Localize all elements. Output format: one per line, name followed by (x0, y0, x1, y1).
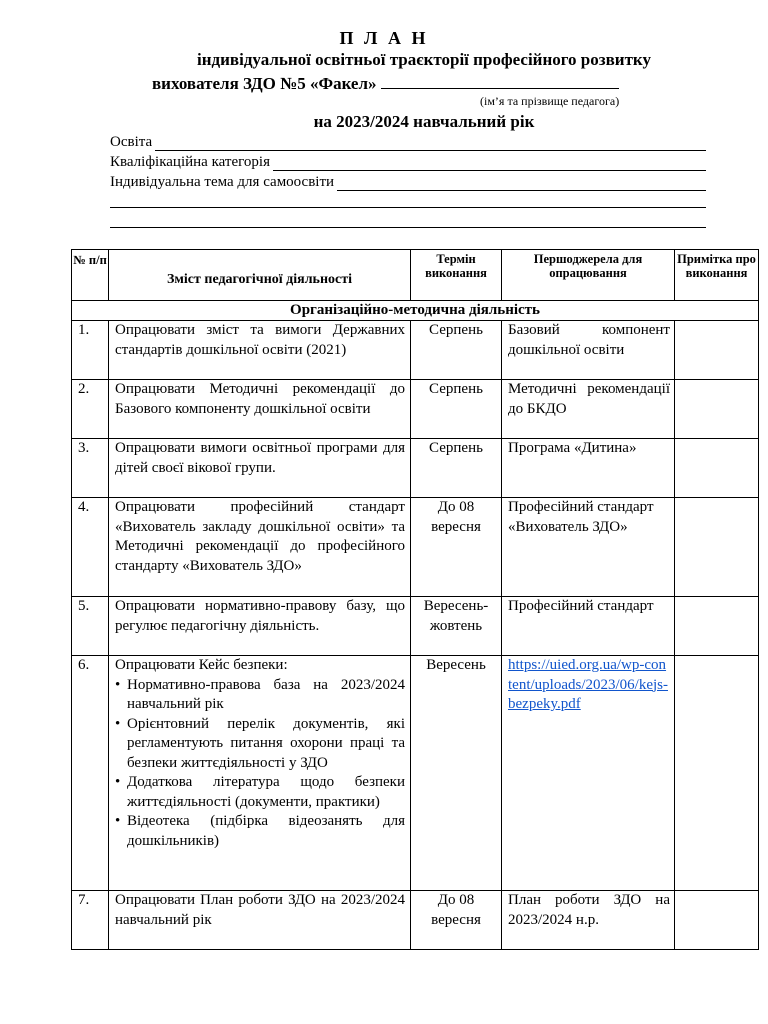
col-note-header: Примітка про виконання (675, 250, 759, 301)
row-term: Серпень (411, 321, 502, 380)
row-note (675, 380, 759, 439)
table-row (72, 439, 759, 498)
row-content: Опрацювати План роботи ЗДО на 2023/2024 навчальний рік (109, 891, 411, 950)
safety-case-list (115, 676, 405, 852)
row-content: Опрацювати професійний стандарт «Вихователь закладу дошкільної освіти» та Методичні рекомендації до професійного стандарту «Вихователь ЗДО» (109, 498, 411, 597)
name-hint: (ім’я та прізвище педагога) (480, 94, 620, 108)
table-row (72, 891, 759, 950)
plan-teacher-line: вихователя ЗДО №5 «Факел» (152, 72, 619, 95)
row-term: До 08 вересня (411, 498, 502, 597)
row-note (675, 321, 759, 380)
row-term: Серпень (411, 380, 502, 439)
row-note (675, 439, 759, 498)
list-item: • Додаткова література щодо безпеки життєдіяльності (документи, практики) (115, 773, 405, 812)
plan-title: П Л А Н (339, 28, 429, 48)
row-source: Професійний стандарт (502, 597, 675, 656)
row-source: Програма «Дитина» (502, 439, 675, 498)
row-content: Опрацювати Методичні рекомендації до Базового компоненту дошкільної освіти (109, 380, 411, 439)
row-num: 1. (72, 321, 109, 380)
row-note (675, 498, 759, 597)
row-content: Опрацювати вимоги освітньої програми для дітей своєї вікової групи. (109, 439, 411, 498)
row-note (675, 891, 759, 950)
plan-subtitle: індивідуальної освітньої траєкторії професійного розвитку (197, 50, 651, 69)
row-num: 5. (72, 597, 109, 656)
table-header-row (72, 250, 759, 301)
row-term: До 08 вересня (411, 891, 502, 950)
row-source: Базовий компонент дошкільної освіти (502, 321, 675, 380)
row-num: 4. (72, 498, 109, 597)
row-num: 3. (72, 439, 109, 498)
blank-line (110, 227, 706, 228)
topic-field: Індивідуальна тема для самоосвіти (110, 173, 706, 191)
plan-year: на 2023/2024 навчальний рік (313, 112, 535, 131)
row-source (502, 656, 675, 891)
row-num: 2. (72, 380, 109, 439)
blank-line (110, 207, 706, 208)
education-field: Освіта (110, 133, 706, 151)
row-term: Вересень-жовтень (411, 597, 502, 656)
row-content: Опрацювати зміст та вимоги Державних стандартів дошкільної освіти (2021) (109, 321, 411, 380)
safety-case-link[interactable]: https://uied.org.ua/wp-content/uploads/2023/06/kejs-bezpeky.pdf (508, 657, 668, 712)
row-term: Серпень (411, 439, 502, 498)
list-item: • Відеотека (підбірка відеозанять для дошкільників) (115, 812, 405, 851)
table-row (72, 597, 759, 656)
row-source: Професійний стандарт «Вихователь ЗДО» (502, 498, 675, 597)
category-field: Кваліфікаційна категорія (110, 153, 706, 171)
plan-table (71, 249, 759, 950)
row-note (675, 597, 759, 656)
row-source: Методичні рекомендації до БКДО (502, 380, 675, 439)
row-content: Опрацювати нормативно-правову базу, що регулює педагогічну діяльність. (109, 597, 411, 656)
list-item: • Нормативно-правова база на 2023/2024 навчальний рік (115, 676, 405, 715)
row-note (675, 656, 759, 891)
row-term: Вересень (411, 656, 502, 891)
table-row (72, 321, 759, 380)
section-row (72, 301, 759, 321)
row-num: 6. (72, 656, 109, 891)
row-content (109, 656, 411, 891)
col-content-header: Зміст педагогічної діяльності (109, 250, 411, 301)
table-row (72, 498, 759, 597)
col-term-header: Термін виконання (411, 250, 502, 301)
row-content-intro: Опрацювати Кейс безпеки: (115, 657, 288, 673)
row-source: План роботи ЗДО на 2023/2024 н.р. (502, 891, 675, 950)
col-num-header: № п/п (72, 250, 109, 301)
col-sources-header: Першоджерела для опрацювання (502, 250, 675, 301)
table-row (72, 656, 759, 891)
table-row (72, 380, 759, 439)
teacher-name-blank (381, 72, 619, 89)
list-item: • Орієнтовний перелік документів, які регламентують питання охорони праці та безпеки життєдіяльності у ЗДО (115, 715, 405, 774)
section-title: Організаційно-методична діяльність (72, 301, 759, 321)
row-num: 7. (72, 891, 109, 950)
